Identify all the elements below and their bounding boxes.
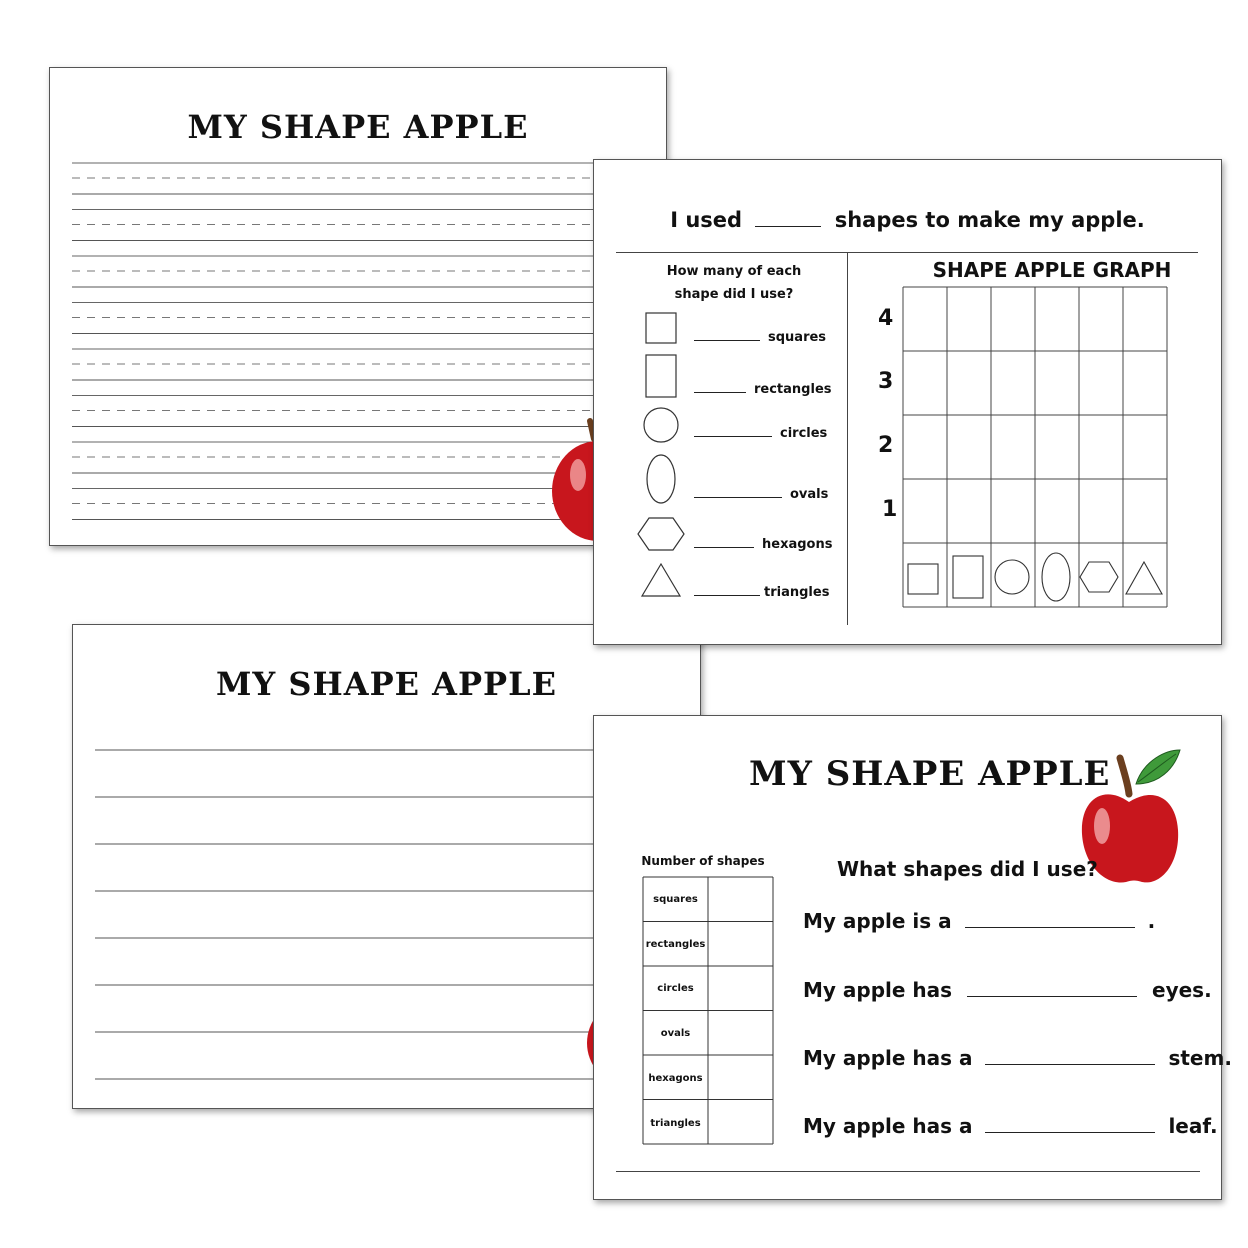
question-line-1: How many of each: [666, 264, 802, 279]
table-header: Number of shapes: [641, 854, 765, 868]
answer-blank[interactable]: [694, 436, 772, 437]
sentence-row: My apple has a stem.: [803, 1046, 1232, 1070]
divider-horizontal: [616, 252, 1198, 253]
graph-title: SHAPE APPLE GRAPH: [932, 258, 1172, 282]
question-text: What shapes did I use?: [837, 857, 1098, 881]
rectangle-icon: [953, 556, 983, 598]
answer-blank[interactable]: [694, 392, 746, 393]
sentence-row: My apple has a leaf.: [803, 1114, 1218, 1138]
table-row-label: circles: [657, 983, 694, 994]
page-title: MY SHAPE APPLE: [187, 108, 529, 146]
sentence-start: I used: [670, 208, 743, 232]
table-row-label: rectangles: [645, 939, 706, 950]
question-line-2: shape did I use?: [674, 287, 794, 302]
shape-graph-grid[interactable]: [901, 285, 1171, 611]
answer-blank[interactable]: [694, 595, 760, 596]
answer-blank[interactable]: [694, 547, 754, 548]
count-row-circles: circles: [694, 426, 824, 441]
answer-blank[interactable]: [965, 927, 1135, 928]
table-row-label: triangles: [650, 1118, 701, 1129]
count-row-rectangles: rectangles: [694, 382, 824, 397]
hexagon-icon: [638, 518, 684, 550]
count-row-squares: squares: [694, 330, 824, 345]
shape-count-table[interactable]: [642, 876, 776, 1146]
triangle-icon: [642, 564, 680, 596]
circle-icon: [995, 560, 1029, 594]
oval-icon: [1042, 553, 1070, 601]
square-icon: [908, 564, 938, 594]
square-icon: [646, 313, 676, 343]
used-shapes-sentence: [594, 208, 1221, 232]
sentence-end: shapes to make my apple.: [834, 208, 1145, 232]
page-title: MY SHAPE APPLE: [215, 665, 557, 703]
answer-blank[interactable]: [985, 1132, 1155, 1133]
rectangle-icon: [646, 355, 676, 397]
table-row-label: hexagons: [648, 1073, 703, 1084]
shape-icons: [632, 308, 732, 608]
bottom-rule: [616, 1171, 1200, 1172]
answer-blank[interactable]: [755, 226, 821, 227]
answer-blank[interactable]: [694, 497, 782, 498]
count-row-hexagons: hexagons: [694, 537, 824, 552]
worksheet-page-graph: [593, 159, 1222, 645]
graph-y-label-4: 4: [878, 306, 894, 331]
table-row-label: squares: [653, 894, 698, 905]
graph-y-label-2: 2: [878, 433, 894, 458]
count-row-ovals: ovals: [694, 487, 824, 502]
count-row-triangles: triangles: [694, 585, 824, 600]
graph-y-label-1: 1: [882, 497, 898, 522]
worksheet-page-questions: [593, 715, 1232, 1200]
graph-y-label-3: 3: [878, 369, 894, 394]
question-text: [654, 260, 814, 306]
sentence-row: My apple has eyes.: [803, 978, 1212, 1002]
divider-vertical: [847, 253, 848, 625]
worksheet-page-writing-dashed: [49, 67, 667, 546]
answer-blank[interactable]: [967, 996, 1137, 997]
page-title: MY SHAPE APPLE: [749, 754, 1111, 794]
oval-icon: [647, 455, 675, 503]
hexagon-icon: [1080, 562, 1118, 592]
answer-blank[interactable]: [985, 1064, 1155, 1065]
sentence-row: My apple is a .: [803, 909, 1156, 933]
table-row-label: ovals: [660, 1028, 691, 1039]
circle-icon: [644, 408, 678, 442]
answer-blank[interactable]: [694, 340, 760, 341]
triangle-icon: [1126, 562, 1162, 594]
